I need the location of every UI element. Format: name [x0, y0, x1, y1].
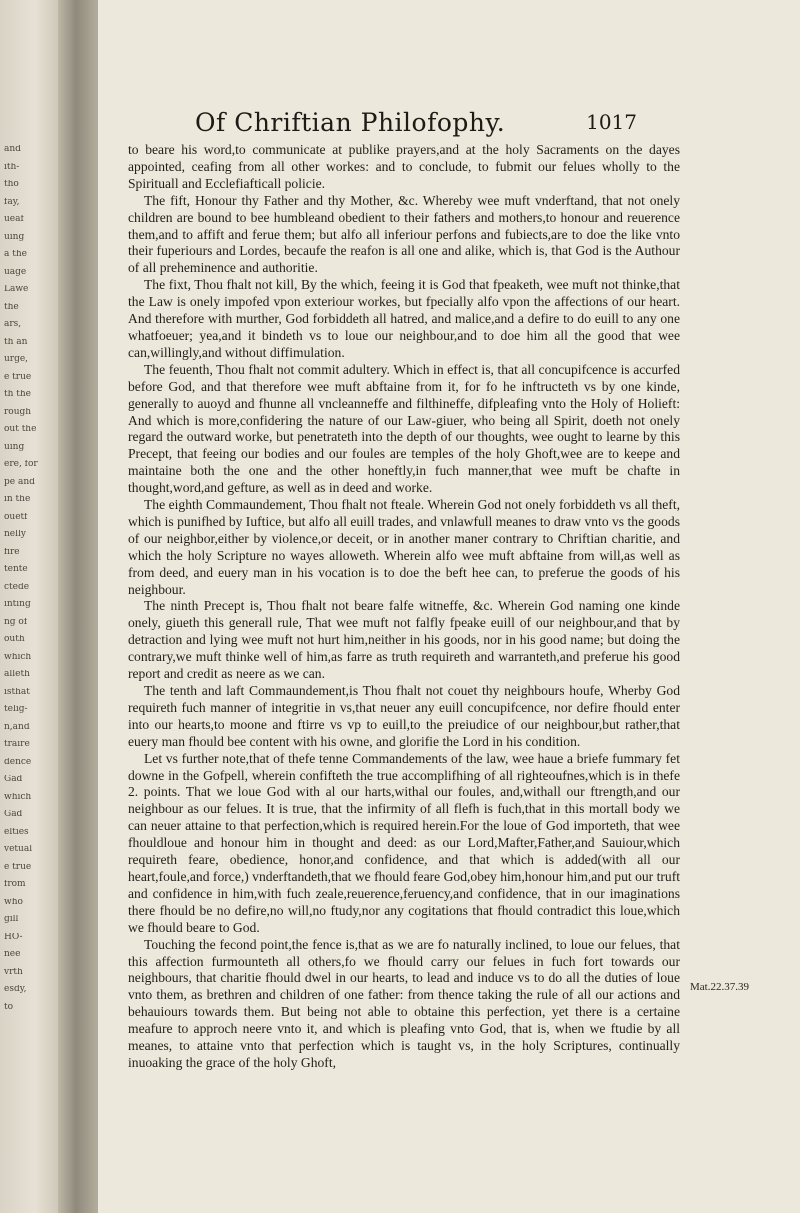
edge-fragment: gill	[4, 915, 19, 924]
edge-fragment: e true	[4, 862, 32, 872]
edge-fragment: ere, for	[4, 460, 38, 469]
edge-fragment: ng of	[4, 617, 28, 627]
edge-fragment: pe and	[4, 477, 35, 487]
paragraph: Touching the fecond point,the fence is,that as we are fo naturally inclined, to loue our felues, that this affection furmounteth all others,fo we fhould carry our felues in fuch fort towards our neighbours, that charitie fhould dwel in our hearts, to lead and induce vs to do all the duties of loue vnto them, as brethren and children of one father: from thence taking the rule of all our actions and behauiours towards them. But being not able to obtaine this perfection, yet there is a certaine meafure to approch neere vnto it, and which is pleafing vnto God, that is, when we ftudie by all meanes, to attaine vnto that perfection which is taught vs, in the holy Scriptures, continually inuoaking the grace of the holy Ghoft,	[128, 936, 680, 1070]
edge-fragment: from	[4, 880, 26, 889]
edge-fragment: isthat	[4, 687, 30, 697]
paragraph: The tenth and laft Commaundement,is Thou fhalt not couet thy neighbours houfe, Wherby God requireth fuch manner of integritie in vs,that neuer any euill concupifcence, nor defire fhould enter into our hearts,to moone and ftirre vs vp to euill,to the preiudice of our neighbour,but rather,that euery man fhould bee content with his owne, and glorifie the Lord in his condition.	[128, 683, 680, 749]
edge-fragment: tente	[4, 565, 28, 574]
edge-fragment: th the	[4, 390, 32, 399]
edge-fragment: vetual	[4, 845, 33, 854]
edge-fragment: which	[4, 792, 32, 802]
edge-fragment: th an	[4, 337, 28, 347]
edge-fragment: ars,	[4, 320, 22, 329]
edge-fragment: HO-	[4, 932, 23, 942]
edge-fragment: fay,	[4, 197, 20, 207]
edge-fragment: ueaf	[4, 215, 24, 224]
edge-fragment: and	[4, 145, 21, 154]
edge-fragment: Gad	[4, 775, 23, 784]
edge-fragment: uing	[4, 232, 25, 242]
edge-fragment: nelly	[4, 530, 26, 539]
edge-fragment: fire	[4, 547, 20, 557]
edge-fragment: vrth	[4, 967, 23, 977]
edge-fragment: Gad	[4, 810, 23, 819]
edge-fragment: outh	[4, 635, 25, 644]
edge-fragment: to	[4, 1002, 14, 1012]
edge-fragment: telig-	[4, 705, 28, 714]
edge-fragment: in the	[4, 495, 31, 504]
paragraph: The fift, Honour thy Father and thy Mother, &c. Whereby wee muft vnderftand, that not onely children are bound to bee humbleand obedient to their fathers and mothers,to honour and reuerence them,and to affift and ferue them; but alfo all inferiour perfons and fubiects,are to doe the like vnto their fuperiours and Lordes, becaufe the reafon is all one and alike, which is, that God is the Authour of all preheminence and authoritie.	[128, 192, 680, 276]
edge-fragment: n,and	[4, 722, 30, 732]
paragraph: to beare his word,to communicate at publike prayers,and at the holy Sacraments on the dayes appointed, ceafing from all other workes: and to conclude, to fubmit our felues wholly to the Spirituall and Ecclefiafticall policie.	[128, 142, 680, 191]
edge-fragment: rough	[4, 407, 32, 417]
edge-fragment: who	[4, 897, 23, 907]
page-header	[195, 108, 637, 142]
edge-fragment: ctede	[4, 582, 30, 592]
edge-fragment: alleth	[4, 670, 30, 679]
edge-fragment: tho	[4, 180, 19, 189]
paragraph: The fixt, Thou fhalt not kill, By the which, feeing it is God that fpeaketh, wee muft not thinke,that the Law is onely impofed vpon exteriour workes, but fpecially alfo vpon the affections of our heart. And therefore with murther, God forbiddeth all hatred, and malice,and a defire to do euill to any one whatfoeuer; yea,and it bindeth vs to loue our neighbour,and to doe him all the good that wee can,willingly,and without diffimulation.	[128, 277, 680, 360]
edge-fragment: elties	[4, 827, 29, 837]
edge-fragment: dence	[4, 757, 32, 767]
edge-fragment: ith-	[4, 162, 20, 172]
margin-note: Mat.22.37.39	[690, 981, 749, 993]
edge-fragment: urge,	[4, 355, 29, 364]
edge-fragment: esdy,	[4, 985, 27, 994]
edge-fragment: uing	[4, 442, 25, 452]
edge-fragment: uage	[4, 267, 27, 277]
paragraph: The feuenth, Thou fhalt not commit adultery. Which in effect is, that all concupifcence is accurfed before God, and that therefore wee muft abftaine from it, for fo he inftructeth vs by one kinde, generally to auoyd and fhunne all vncleanneffe and filthineffe, difpleafing vnto the Holy of Holieft: And which is more,confidering the nature of our Law-giuer, who being all Spirit, doeth not onely regard the outward worke, but penetrateth into the depth of our thoughts, wee ought to learne by this Precept, that feeing our bodies and our foules are temples of the holy Ghoft,wee are to keepe and maintaine both the one and the other honeftly,in fuch manner,that wee muft be chafte in thought,word,and gefture, as well as in deed and worke.	[128, 361, 680, 496]
edge-fragment: e true	[4, 372, 32, 382]
edge-fragment: Lawe	[4, 285, 29, 294]
book-gutter	[58, 0, 98, 1213]
edge-fragment: ouetf	[4, 512, 28, 522]
edge-fragment: the	[4, 302, 19, 312]
paragraph: Let vs further note,that of thefe tenne Commandements of the law, wee haue a briefe fummary fet downe in the Gofpell, wherein confifteth the true accomplifhing of all righteoufnes,which is in thefe 2. points. That we loue God with al our harts,withal our foules, and,withall our ftrength,and our neighbour as our felues. It is true, that the infirmity of all flefh is fuch,that in this mortall body we can neuer attaine to that perfection,which is required herein.For the loue of God importeth, that wee fhouldloue and honour him in thought and deed: as our Lord,Mafter,Father,and Sauiour,which requireth feare, obedience, honor,and confidence, and that which is added(with all our heart,foule,and force,) vnderftandeth,that we fhould feare God,obey him,honour him,and put our truft and confidence in him,with fuch zeale,reuerence,feruency,and confidence, that in our imaginations there fhould be no defire,no will,no ftudy,nor any cogitations that fhould contradict this loue,which we fhould beare to God.	[128, 750, 680, 935]
paragraph: The ninth Precept is, Thou fhalt not beare falfe witneffe, &c. Wherein God naming one kinde onely, giueth this generall rule, That wee muft not falfly fpeake euill of our neighbour,and that by detraction and lying wee muft not hurt him,neither in his goods, nor in his good name; but doing the contrary,we muft thinke well of him,as farre as truth requireth and warranteth,and preferue his good report and credit as neere as we can.	[128, 598, 680, 682]
edge-fragment: inting	[4, 600, 31, 609]
edge-fragment: traire	[4, 740, 30, 749]
body-text	[128, 142, 680, 1072]
page-number: 1017	[586, 110, 637, 134]
edge-fragment: nee	[4, 950, 21, 959]
edge-fragment: which	[4, 652, 32, 662]
edge-fragment: out the	[4, 425, 37, 434]
paragraph: The eighth Commaundement, Thou fhalt not fteale. Wherein God not onely forbiddeth vs all theft, which is punifhed by Iuftice, but alfo all euill trades, and vnlawfull meanes to draw vnto vs the goods of our neighbor,either by violence,or deceit, or in another maner contrary to Chriftian charitie, and which the holy Scripture no wayes alloweth. Wherein alfo wee muft abftaine from will,as well as from deed, and euery man in his vocation is to doe the beft hee can, to preferue the goods of his neighbour.	[128, 497, 680, 597]
running-title: Of Chriftian Philofophy.	[195, 108, 506, 137]
edge-fragment: a the	[4, 250, 27, 259]
